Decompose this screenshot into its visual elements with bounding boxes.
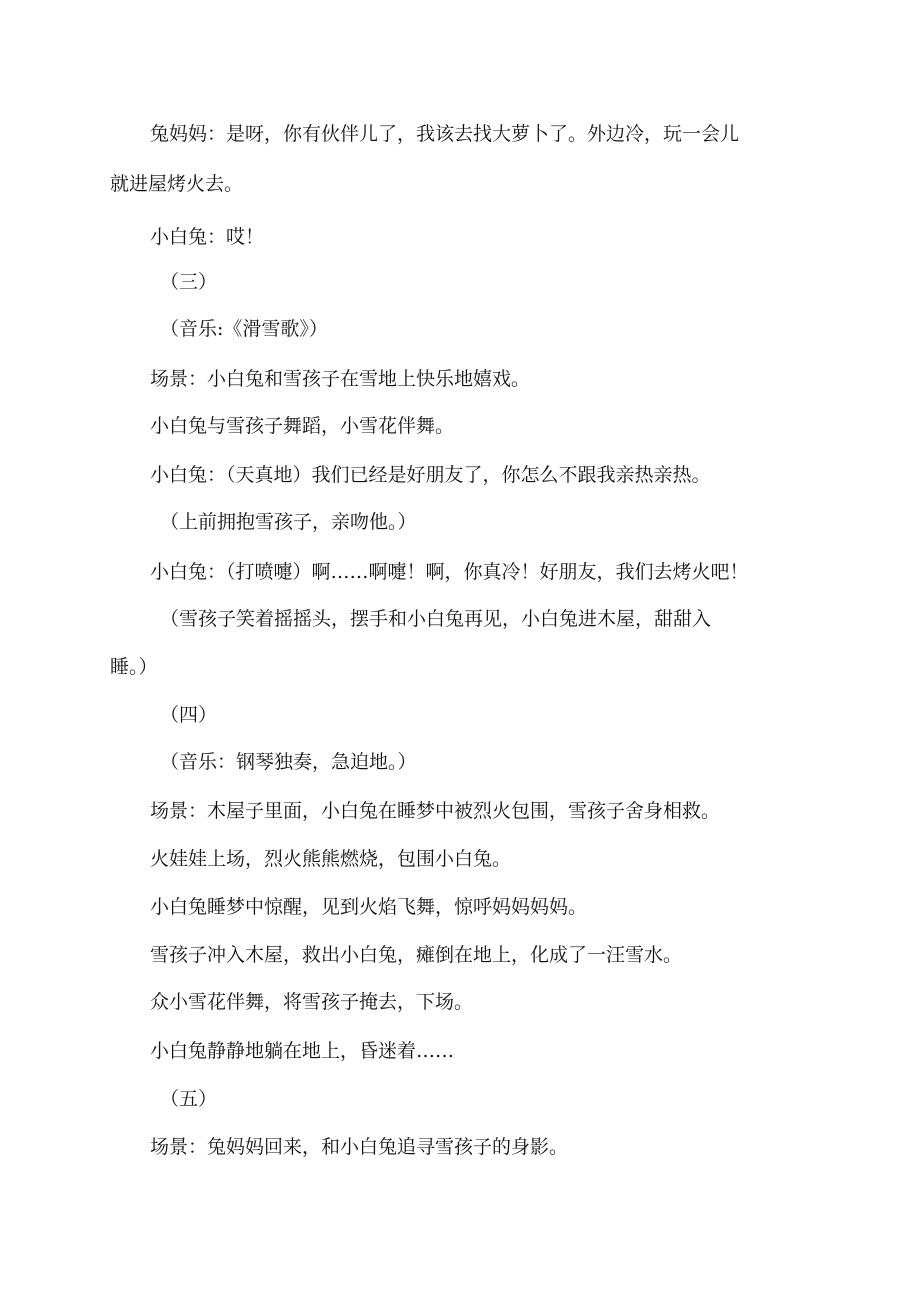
line-text: （雪孩子笑着摇摇头，摆手和小白兔再见，小白兔进木屋，甜甜入 (160, 608, 712, 630)
line-text: 小白兔与雪孩子舞蹈，小雪花伴舞。 (150, 415, 455, 437)
line-text: （三） (160, 271, 218, 293)
line-text: （音乐:《滑雪歌》） (160, 318, 328, 340)
line-text: 小白兔：（打喷嚏）啊……啊嚏！啊，你真冷！好朋友，我们去烤火吧！ (150, 561, 749, 583)
line-text: （四） (160, 704, 218, 726)
line-text: 场景：木屋子里面，小白兔在睡梦中被烈火包围，雪孩子舍身相救。 (150, 800, 721, 822)
line-text: 火娃娃上场，烈火熊熊燃烧，包围小白兔。 (150, 848, 512, 870)
line-text: 就进屋烤火去。 (110, 173, 244, 195)
line-text: （五） (160, 1088, 218, 1110)
line-text: 雪孩子冲入木屋，救出小白兔，瘫倒在地上，化成了一汪雪水。 (150, 944, 683, 966)
line-text: （音乐：钢琴独奏，急迫地。） (160, 751, 417, 773)
line-text: 兔妈妈：是呀，你有伙伴儿了，我该去找大萝卜了。外边冷，玩一会儿 (150, 123, 740, 145)
line-text: 小白兔睡梦中惊醒，见到火焰飞舞，惊呼妈妈妈妈。 (150, 896, 588, 918)
line-text: 小白兔：哎！ (150, 226, 265, 248)
line-text: 睡。） (110, 656, 158, 678)
line-text: 场景：小白兔和雪孩子在雪地上快乐地嬉戏。 (150, 368, 531, 390)
line-text: 众小雪花伴舞，将雪孩子掩去，下场。 (150, 991, 474, 1013)
line-text: 场景：兔妈妈回来，和小白兔追寻雪孩子的身影。 (150, 1136, 569, 1158)
line-text: 小白兔：（天真地）我们已经是好朋友了，你怎么不跟我亲热亲热。 (150, 464, 711, 486)
line-text: （上前拥抱雪孩子，亲吻他。） (160, 511, 417, 533)
line-text: 小白兔静静地躺在地上，昏迷着…… (150, 1040, 455, 1062)
